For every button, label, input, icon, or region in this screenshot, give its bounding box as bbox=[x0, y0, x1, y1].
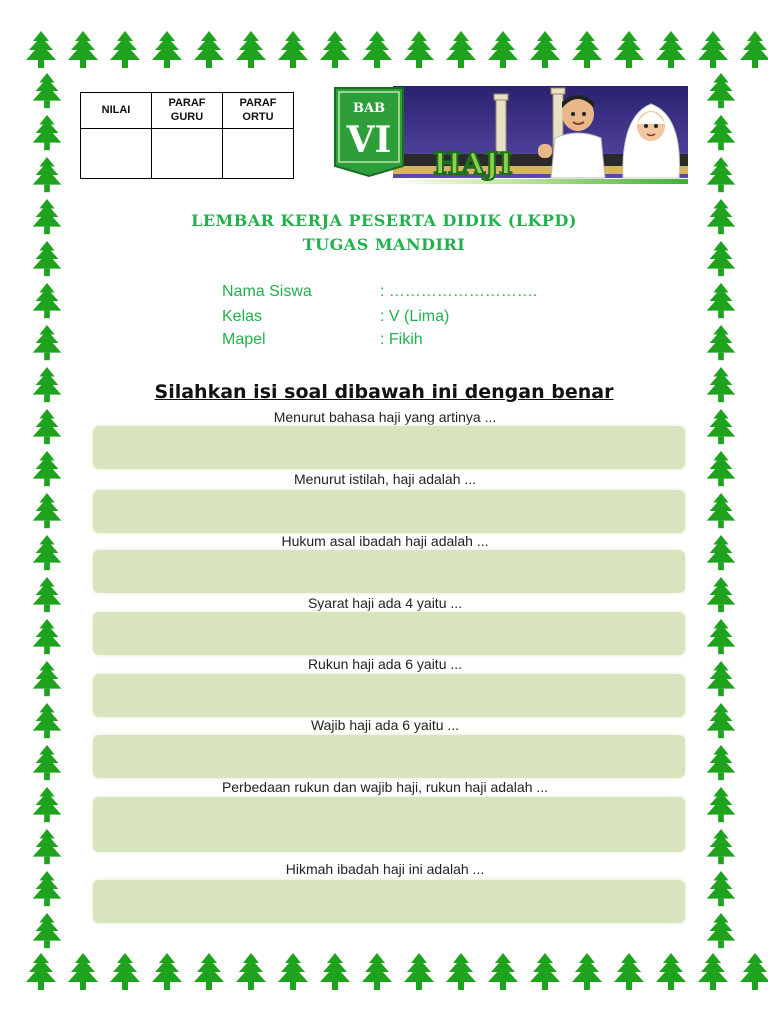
tree-icon bbox=[700, 744, 742, 784]
tree-icon bbox=[524, 952, 566, 994]
question-label: Hukum asal ibadah haji adalah ... bbox=[281, 533, 489, 549]
tree-border-right bbox=[700, 72, 742, 952]
worksheet-subtitle: TUGAS MANDIRI bbox=[302, 235, 466, 254]
tree-icon bbox=[26, 72, 68, 112]
student-name-label: Nama Siswa bbox=[222, 283, 312, 300]
answer-box[interactable] bbox=[93, 880, 685, 923]
tree-icon bbox=[230, 952, 272, 994]
tree-icon bbox=[356, 30, 398, 72]
answer-box[interactable] bbox=[93, 550, 685, 593]
question-label: Hikmah ibadah haji ini adalah ... bbox=[285, 861, 485, 877]
class-label: Kelas bbox=[222, 308, 263, 325]
tree-icon bbox=[700, 282, 742, 322]
bab-number: VI bbox=[346, 119, 392, 161]
tree-icon bbox=[608, 952, 650, 994]
question-label: Perbedaan rukun dan wajib haji, rukun haji adalah ... bbox=[221, 779, 549, 795]
tree-icon bbox=[26, 912, 68, 952]
tree-icon bbox=[566, 30, 608, 72]
tree-icon bbox=[314, 952, 356, 994]
score-header-paraf-ortu bbox=[223, 93, 294, 129]
question-label: Rukun haji ada 6 yaitu ... bbox=[307, 656, 463, 672]
banner-title: HAJI bbox=[433, 147, 513, 182]
tree-icon bbox=[566, 952, 608, 994]
tree-icon bbox=[692, 952, 734, 994]
tree-icon bbox=[650, 952, 692, 994]
tree-icon bbox=[104, 30, 146, 72]
instruction-heading: Silahkan isi soal dibawah ini dengan benar bbox=[154, 381, 614, 403]
tree-icon bbox=[26, 114, 68, 154]
bab-label: BAB bbox=[352, 101, 386, 116]
answer-box[interactable] bbox=[93, 490, 685, 533]
tree-icon bbox=[700, 324, 742, 364]
tree-icon bbox=[734, 952, 768, 994]
tree-icon bbox=[608, 30, 650, 72]
tree-border-top bbox=[20, 30, 748, 72]
tree-icon bbox=[700, 912, 742, 952]
tree-icon bbox=[482, 952, 524, 994]
question-label: Wajib haji ada 6 yaitu ... bbox=[310, 717, 460, 733]
tree-icon bbox=[272, 30, 314, 72]
tree-icon bbox=[62, 30, 104, 72]
tree-icon bbox=[700, 72, 742, 112]
tree-icon bbox=[314, 30, 356, 72]
tree-icon bbox=[188, 30, 230, 72]
paraf-guru-label: PARAF GURU bbox=[168, 96, 206, 123]
tree-icon bbox=[482, 30, 524, 72]
answer-box[interactable] bbox=[93, 735, 685, 778]
tree-border-bottom bbox=[20, 952, 748, 994]
tree-icon bbox=[20, 952, 62, 994]
tree-icon bbox=[650, 30, 692, 72]
banner-illustration bbox=[333, 86, 688, 186]
tree-icon bbox=[692, 30, 734, 72]
paraf-ortu-label: PARAF ORTU bbox=[239, 96, 277, 123]
question-label: Menurut istilah, haji adalah ... bbox=[293, 471, 477, 487]
subject-label: Mapel bbox=[222, 331, 266, 348]
tree-icon bbox=[440, 30, 482, 72]
tree-icon bbox=[26, 282, 68, 322]
answer-box[interactable] bbox=[93, 797, 685, 852]
tree-icon bbox=[20, 30, 62, 72]
score-table bbox=[80, 92, 294, 179]
tree-icon bbox=[734, 30, 768, 72]
tree-icon bbox=[26, 156, 68, 196]
tree-icon bbox=[230, 30, 272, 72]
worksheet-title: LEMBAR KERJA PESERTA DIDIK (LKPD) bbox=[191, 211, 577, 230]
class-value: : V (Lima) bbox=[380, 308, 450, 325]
score-header-nilai: NILAI bbox=[81, 93, 152, 129]
question-label: Menurut bahasa haji yang artinya ... bbox=[273, 409, 497, 425]
score-cell-paraf-guru[interactable] bbox=[152, 129, 223, 179]
tree-icon bbox=[26, 492, 68, 532]
tree-icon bbox=[440, 952, 482, 994]
tree-border-left bbox=[26, 72, 68, 952]
score-cell-paraf-ortu[interactable] bbox=[223, 129, 294, 179]
tree-icon bbox=[700, 114, 742, 154]
answer-box[interactable] bbox=[93, 426, 685, 469]
tree-icon bbox=[398, 30, 440, 72]
tree-icon bbox=[62, 952, 104, 994]
score-header-paraf-guru bbox=[152, 93, 223, 129]
tree-icon bbox=[26, 618, 68, 658]
tree-icon bbox=[524, 30, 566, 72]
question-label: Syarat haji ada 4 yaitu ... bbox=[307, 595, 463, 611]
tree-icon bbox=[700, 156, 742, 196]
tree-icon bbox=[146, 952, 188, 994]
subject-value: : Fikih bbox=[380, 331, 423, 348]
tree-icon bbox=[104, 952, 146, 994]
answer-box[interactable] bbox=[93, 612, 685, 655]
tree-icon bbox=[700, 618, 742, 658]
answer-box[interactable] bbox=[93, 674, 685, 717]
tree-icon bbox=[356, 952, 398, 994]
tree-icon bbox=[272, 952, 314, 994]
tree-icon bbox=[146, 30, 188, 72]
tree-icon bbox=[26, 324, 68, 364]
tree-icon bbox=[398, 952, 440, 994]
student-name-value[interactable]: : ………………………. bbox=[380, 283, 538, 300]
tree-icon bbox=[188, 952, 230, 994]
score-cell-nilai[interactable] bbox=[81, 129, 152, 179]
tree-icon bbox=[26, 744, 68, 784]
tree-icon bbox=[700, 492, 742, 532]
chapter-banner bbox=[333, 86, 688, 186]
